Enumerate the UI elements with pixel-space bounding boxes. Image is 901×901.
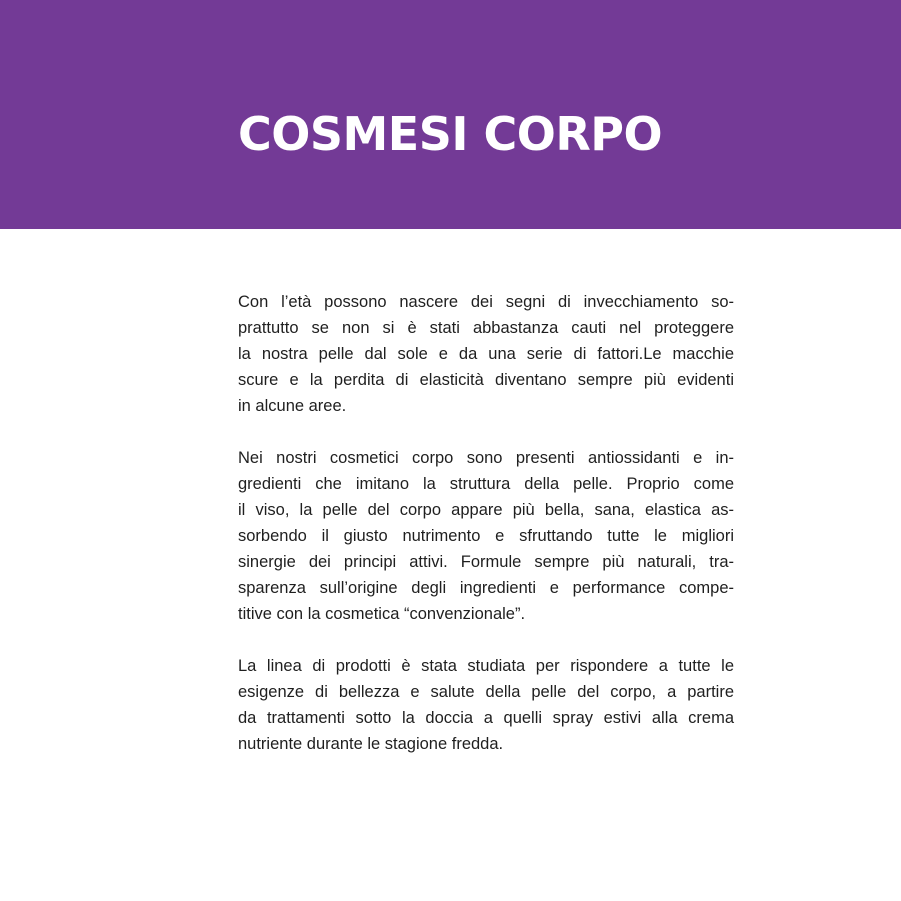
body-text — [238, 289, 734, 783]
text-line: nutriente durante le stagione fredda. — [238, 735, 504, 753]
text-line: titive con la cosmetica “convenzionale”. — [238, 605, 526, 623]
paragraph-1 — [238, 289, 734, 419]
text-line: sorbendo il giusto nutrimento e sfruttando tutte le migliori — [238, 527, 734, 545]
text-line: scure e la perdita di elasticità diventano sempre più evidenti — [238, 371, 734, 389]
paragraph-3 — [238, 653, 734, 757]
text-line: prattutto se non si è stati abbastanza cauti nel proteggere — [238, 319, 734, 337]
text-line: da trattamenti sotto la doccia a quelli spray estivi alla crema — [238, 709, 734, 727]
header-banner — [0, 0, 901, 229]
text-line: sparenza sull’origine degli ingredienti e performance compe- — [238, 579, 734, 597]
text-line: il viso, la pelle del corpo appare più bella, sana, elastica as- — [238, 501, 734, 519]
text-line: la nostra pelle dal sole e da una serie di fattori.Le macchie — [238, 345, 734, 363]
text-line: sinergie dei principi attivi. Formule sempre più naturali, tra- — [238, 553, 734, 571]
text-line: La linea di prodotti è stata studiata per rispondere a tutte le — [238, 657, 734, 675]
text-line: esigenze di bellezza e salute della pelle del corpo, a partire — [238, 683, 734, 701]
text-line: Nei nostri cosmetici corpo sono presenti antiossidanti e in- — [238, 449, 734, 467]
text-line: in alcune aree. — [238, 397, 347, 415]
page-title: COSMESI CORPO — [238, 107, 663, 161]
text-line: gredienti che imitano la struttura della pelle. Proprio come — [238, 475, 734, 493]
paragraph-2 — [238, 445, 734, 627]
text-line: Con l’età possono nascere dei segni di invecchiamento so- — [238, 293, 734, 311]
